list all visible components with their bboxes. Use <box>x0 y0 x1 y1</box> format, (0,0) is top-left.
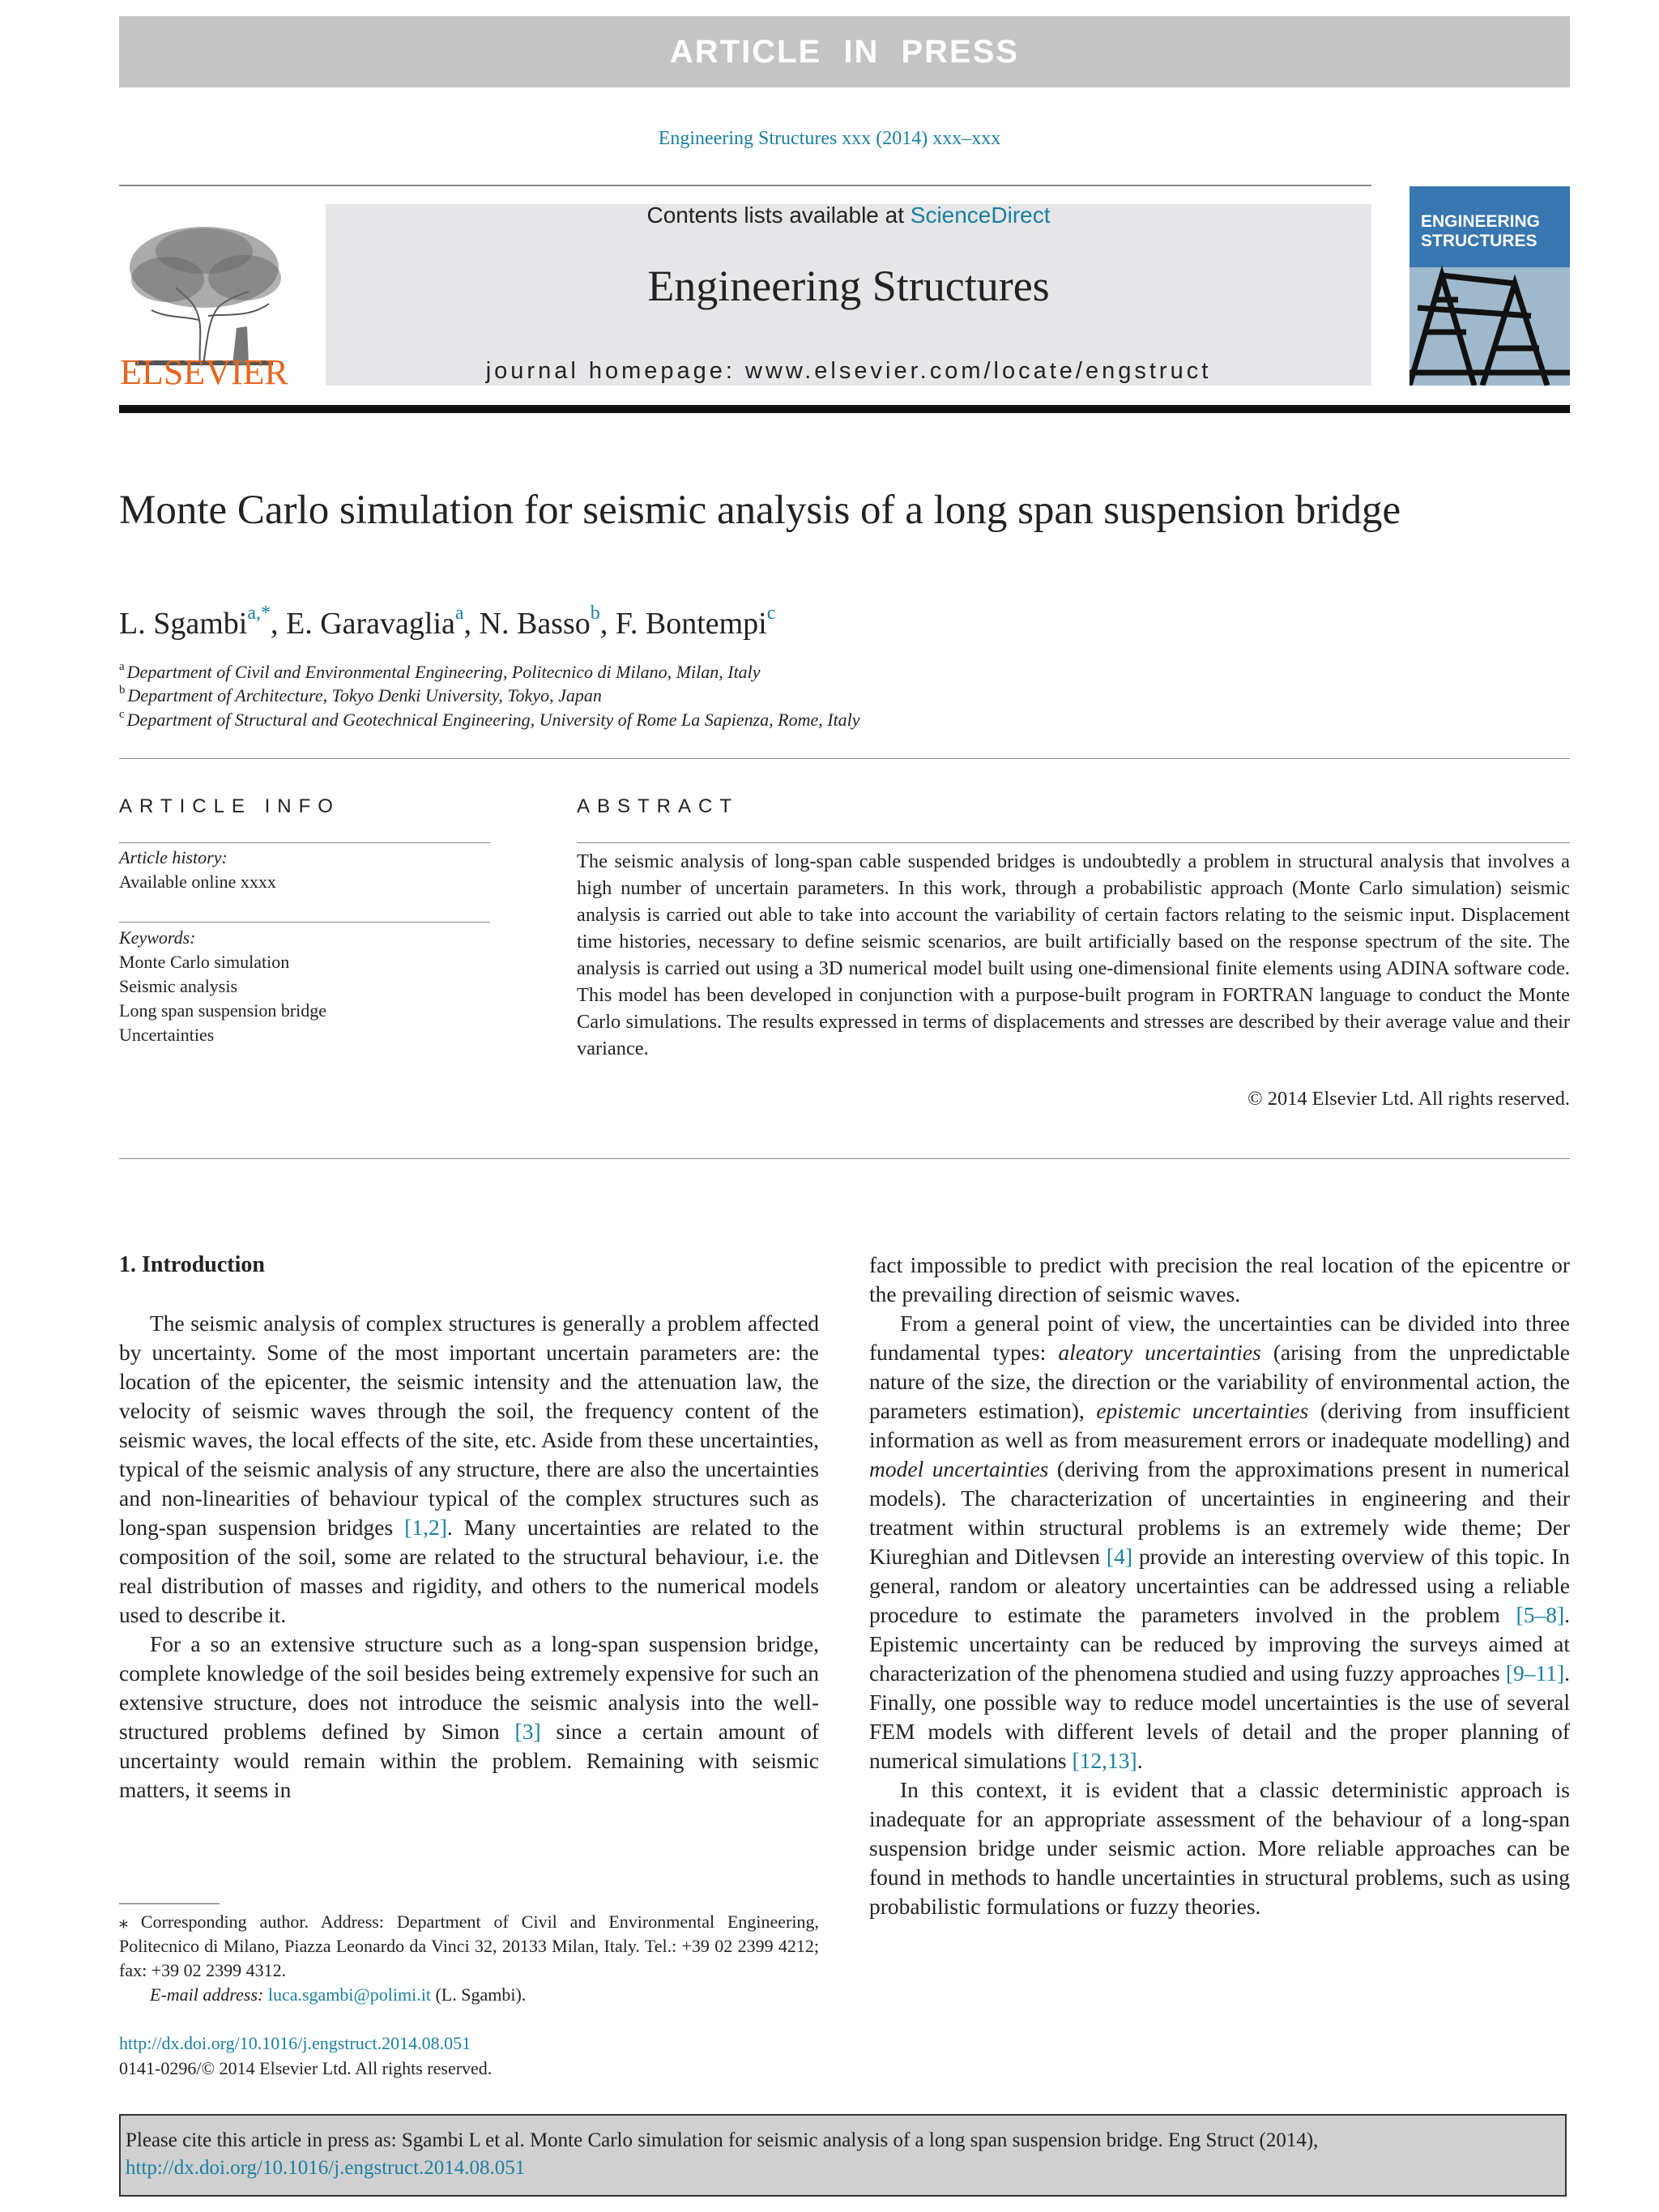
text-run: For a so an extensive structure such as a long-span suspension bridge, complete knowledge of the soil besides being extremely expensive for such an extensive structure, does not introduce the seismic analysis into the well-structured problems defined by Simon <box>119 1631 819 1744</box>
article-info-heading: ARTICLE INFO <box>119 795 340 817</box>
affiliation-marker: b <box>119 684 126 697</box>
citation-link[interactable]: [5–8] <box>1516 1602 1565 1627</box>
footnote-marker: ⁎ <box>119 1912 128 1932</box>
citation-box <box>119 2114 1567 2197</box>
text-run: fact impossible to predict with precision the real location of the epicentre or the prevailing direction of seismic waves. <box>869 1252 1570 1306</box>
keyword: Long span suspension bridge <box>119 1000 327 1021</box>
citation-link[interactable]: [1,2] <box>404 1515 447 1540</box>
keyword: Uncertainties <box>119 1025 215 1045</box>
author-affiliation-marker[interactable]: b <box>590 603 600 624</box>
body-column-right <box>869 1251 1570 1921</box>
keyword: Monte Carlo simulation <box>119 952 290 972</box>
article-in-press-banner: ARTICLE IN PRESS <box>119 16 1570 87</box>
text-run: since a certain amount of uncertainty would remain within the problem. Remaining with seismic matters, it seems in <box>119 1719 819 1802</box>
article-history-label: Article history: <box>119 847 228 867</box>
article-info-rule <box>119 842 490 843</box>
affiliation-text: Department of Architecture, Tokyo Denki University, Tokyo, Japan <box>127 685 602 705</box>
journal-name: Engineering Structures <box>647 262 1050 310</box>
paragraph-continued <box>869 1251 1570 1309</box>
cover-title-line1: ENGINEERING <box>1421 212 1541 231</box>
text-run: (deriving from insufficient information as well as from measurement errors or inadequate modelling) and <box>869 1398 1570 1452</box>
text-run: (deriving from the approximations present in numerical models). The characterization of uncertainties in engineering and their treatment within structural problems is an extremely wide theme; Der Kiureghian and Ditlevsen <box>869 1456 1570 1569</box>
citation-doi-link[interactable]: http://dx.doi.org/10.1016/j.engstruct.2014.08.051 <box>126 2157 526 2179</box>
paragraph <box>119 1630 819 1805</box>
emphasis: aleatory uncertainties <box>1058 1340 1261 1365</box>
footnote-rule <box>119 1903 220 1904</box>
author-name: F. Bontempi <box>615 607 767 641</box>
keywords-rule <box>119 922 490 923</box>
author-name: N. Basso <box>479 607 591 641</box>
abstract-rule <box>577 842 1570 843</box>
author-name: L. Sgambi <box>119 607 248 641</box>
author-affiliation-marker[interactable]: a,* <box>247 603 271 624</box>
affiliation-marker: c <box>119 708 125 721</box>
abstract-heading: ABSTRACT <box>577 795 740 817</box>
contents-line <box>326 202 1371 228</box>
paragraph <box>119 1309 819 1630</box>
text-run: The seismic analysis of complex structures is generally a problem affected by uncertainty. Some of the most important uncertain parameters are: the location of the epicenter, the seismic intensity and the attenuation law, the velocity of seismic waves through the soil, the frequency content of the seismic waves, the local effects of the site, etc. Aside from these uncertainties, typical of the seismic analysis of any structure, there are also the uncertainties and non-linearities of behaviour typical of the complex structures such as long-span suspension bridges <box>119 1311 819 1540</box>
issn-copyright: 0141-0296/© 2014 Elsevier Ltd. All rights reserved. <box>119 2058 493 2078</box>
author-list: L. Sgambi$^{a,*}$, E. Garavaglia$^a$, N. Basso$^b$, F. Bontempi$^c$ <box>119 603 776 641</box>
paragraph <box>869 1309 1570 1775</box>
cover-title-line2: STRUCTURES <box>1421 232 1537 250</box>
email-link[interactable]: luca.sgambi@polimi.it <box>267 1984 431 2005</box>
citation-link[interactable]: [3] <box>514 1719 541 1744</box>
footnote-text: Corresponding author. Address: Department of Civil and Environmental Engineering, Politecnico di Milano, Piazza Leonardo da Vinci 32, 20133 Milan, Italy. Tel.: +39 02 2399 4212; fax: +39 02 2399 4312. <box>119 1912 819 1980</box>
text-run: . Epistemic uncertainty can be reduced by improving the surveys aimed at characterization of the phenomena studied and using fuzzy approaches <box>869 1602 1570 1686</box>
author-name: E. Garavaglia <box>285 607 455 641</box>
abstract-text: The seismic analysis of long-span cable suspended bridges is undoubtedly a problem in structural analysis that involves a high number of uncertain parameters. In this work, through a probabilistic approach (Monte Carlo simulation) seismic analysis is carried out able to take into account the variability of certain factors relating to the seismic input. Displacement time histories, necessary to define seismic scenarios, are built artificially based on the response spectrum of the site. The analysis is carried out using a 3D numerical model built using one-dimensional finite elements using ADINA software code. This model has been developed in conjunction with a purpose-built program in FORTRAN language to conduct the Monte Carlo simulations. The results expressed in terms of displacements and stresses are described by their average value and their variance. <box>577 850 1570 1059</box>
paragraph: In this context, it is evident that a classic deterministic approach is inadequate for an appropriate assessment of the behaviour of a long-span suspension bridge under seismic action. More reliable approaches can be found in methods to handle uncertainties in structural problems, such as using probabilistic formulations or fuzzy theories. <box>869 1777 1570 1919</box>
citation-prefix: Please cite this article in press as: Sgambi L et al. Monte Carlo simulation for seismic analysis of a long span suspension bridge. Eng Struct (2014), <box>126 2129 1319 2151</box>
affiliation-marker: a <box>119 660 125 673</box>
sciencedirect-link[interactable]: ScienceDirect <box>910 202 1051 228</box>
section-rule <box>119 758 1570 759</box>
corresponding-author-footnote <box>119 1910 819 2007</box>
email-suffix: (L. Sgambi). <box>430 1984 527 2005</box>
citation-text <box>126 2127 1561 2182</box>
section-rule <box>119 1158 1570 1159</box>
author-affiliation-marker[interactable]: c <box>766 603 776 624</box>
text-run: . Many uncertainties are related to the composition of the soil, some are related to the structural behaviour, i.e. the real distribution of masses and rigidity, and others to the numerical models used to describe it. <box>119 1515 819 1627</box>
text-run: provide an interesting overview of this topic. In general, random or aleatory uncertainties can be addressed using a reliable procedure to estimate the parameters involved in the problem <box>869 1544 1570 1627</box>
header-thick-rule <box>119 405 1570 413</box>
journal-cover-thumbnail[interactable] <box>1410 186 1570 386</box>
elsevier-wordmark: ELSEVIER <box>120 352 288 392</box>
text-run: From a general point of view, the uncertainties can be divided into three fundamental types: <box>869 1311 1570 1365</box>
emphasis: epistemic uncertainties <box>1096 1398 1309 1423</box>
body-column-left <box>119 1309 819 1805</box>
doi-link[interactable]: http://dx.doi.org/10.1016/j.engstruct.2014.08.051 <box>119 2033 471 2053</box>
text-run: (arising from the unpredictable nature of the size, the direction or the variability of environmental action, the parameters estimation), <box>869 1340 1570 1423</box>
affiliation-b <box>119 685 602 706</box>
affiliation-a <box>119 662 761 683</box>
article-history-value: Available online xxxx <box>119 872 276 892</box>
cover-title <box>1421 212 1540 251</box>
affiliation-text: Department of Civil and Environmental Engineering, Politecnico di Milano, Milan, Italy <box>126 662 761 682</box>
text-run: . Finally, one possible way to reduce model uncertainties is the use of several FEM models with different levels of detail and the proper planning of numerical simulations <box>869 1660 1570 1773</box>
text-run: . <box>1137 1748 1143 1773</box>
article-title: Monte Carlo simulation for seismic analysis of a long span suspension bridge <box>119 488 1401 533</box>
affiliation-text: Department of Structural and Geotechnical Engineering, University of Rome La Sapienza, Rome, Italy <box>126 710 860 730</box>
journal-reference[interactable]: Engineering Structures xxx (2014) xxx–xxx <box>658 128 1001 149</box>
header-rule <box>119 185 1371 186</box>
citation-link[interactable]: [12,13] <box>1072 1748 1137 1773</box>
affiliation-c <box>119 710 860 731</box>
abstract-copyright: © 2014 Elsevier Ltd. All rights reserved. <box>1247 1088 1570 1110</box>
contents-prefix: Contents lists available at <box>646 202 911 228</box>
section-heading: 1. Introduction <box>119 1252 265 1277</box>
keywords-label: Keywords: <box>119 927 196 948</box>
journal-homepage[interactable]: journal homepage: www.elsevier.com/locate/engstruct <box>485 358 1212 384</box>
keyword: Seismic analysis <box>119 976 238 996</box>
citation-link[interactable]: [9–11] <box>1505 1660 1565 1686</box>
email-label: E-mail address: <box>150 1984 268 2005</box>
citation-link[interactable]: [4] <box>1106 1544 1132 1569</box>
emphasis: model uncertainties <box>869 1456 1049 1481</box>
author-affiliation-marker[interactable]: a <box>454 603 464 624</box>
